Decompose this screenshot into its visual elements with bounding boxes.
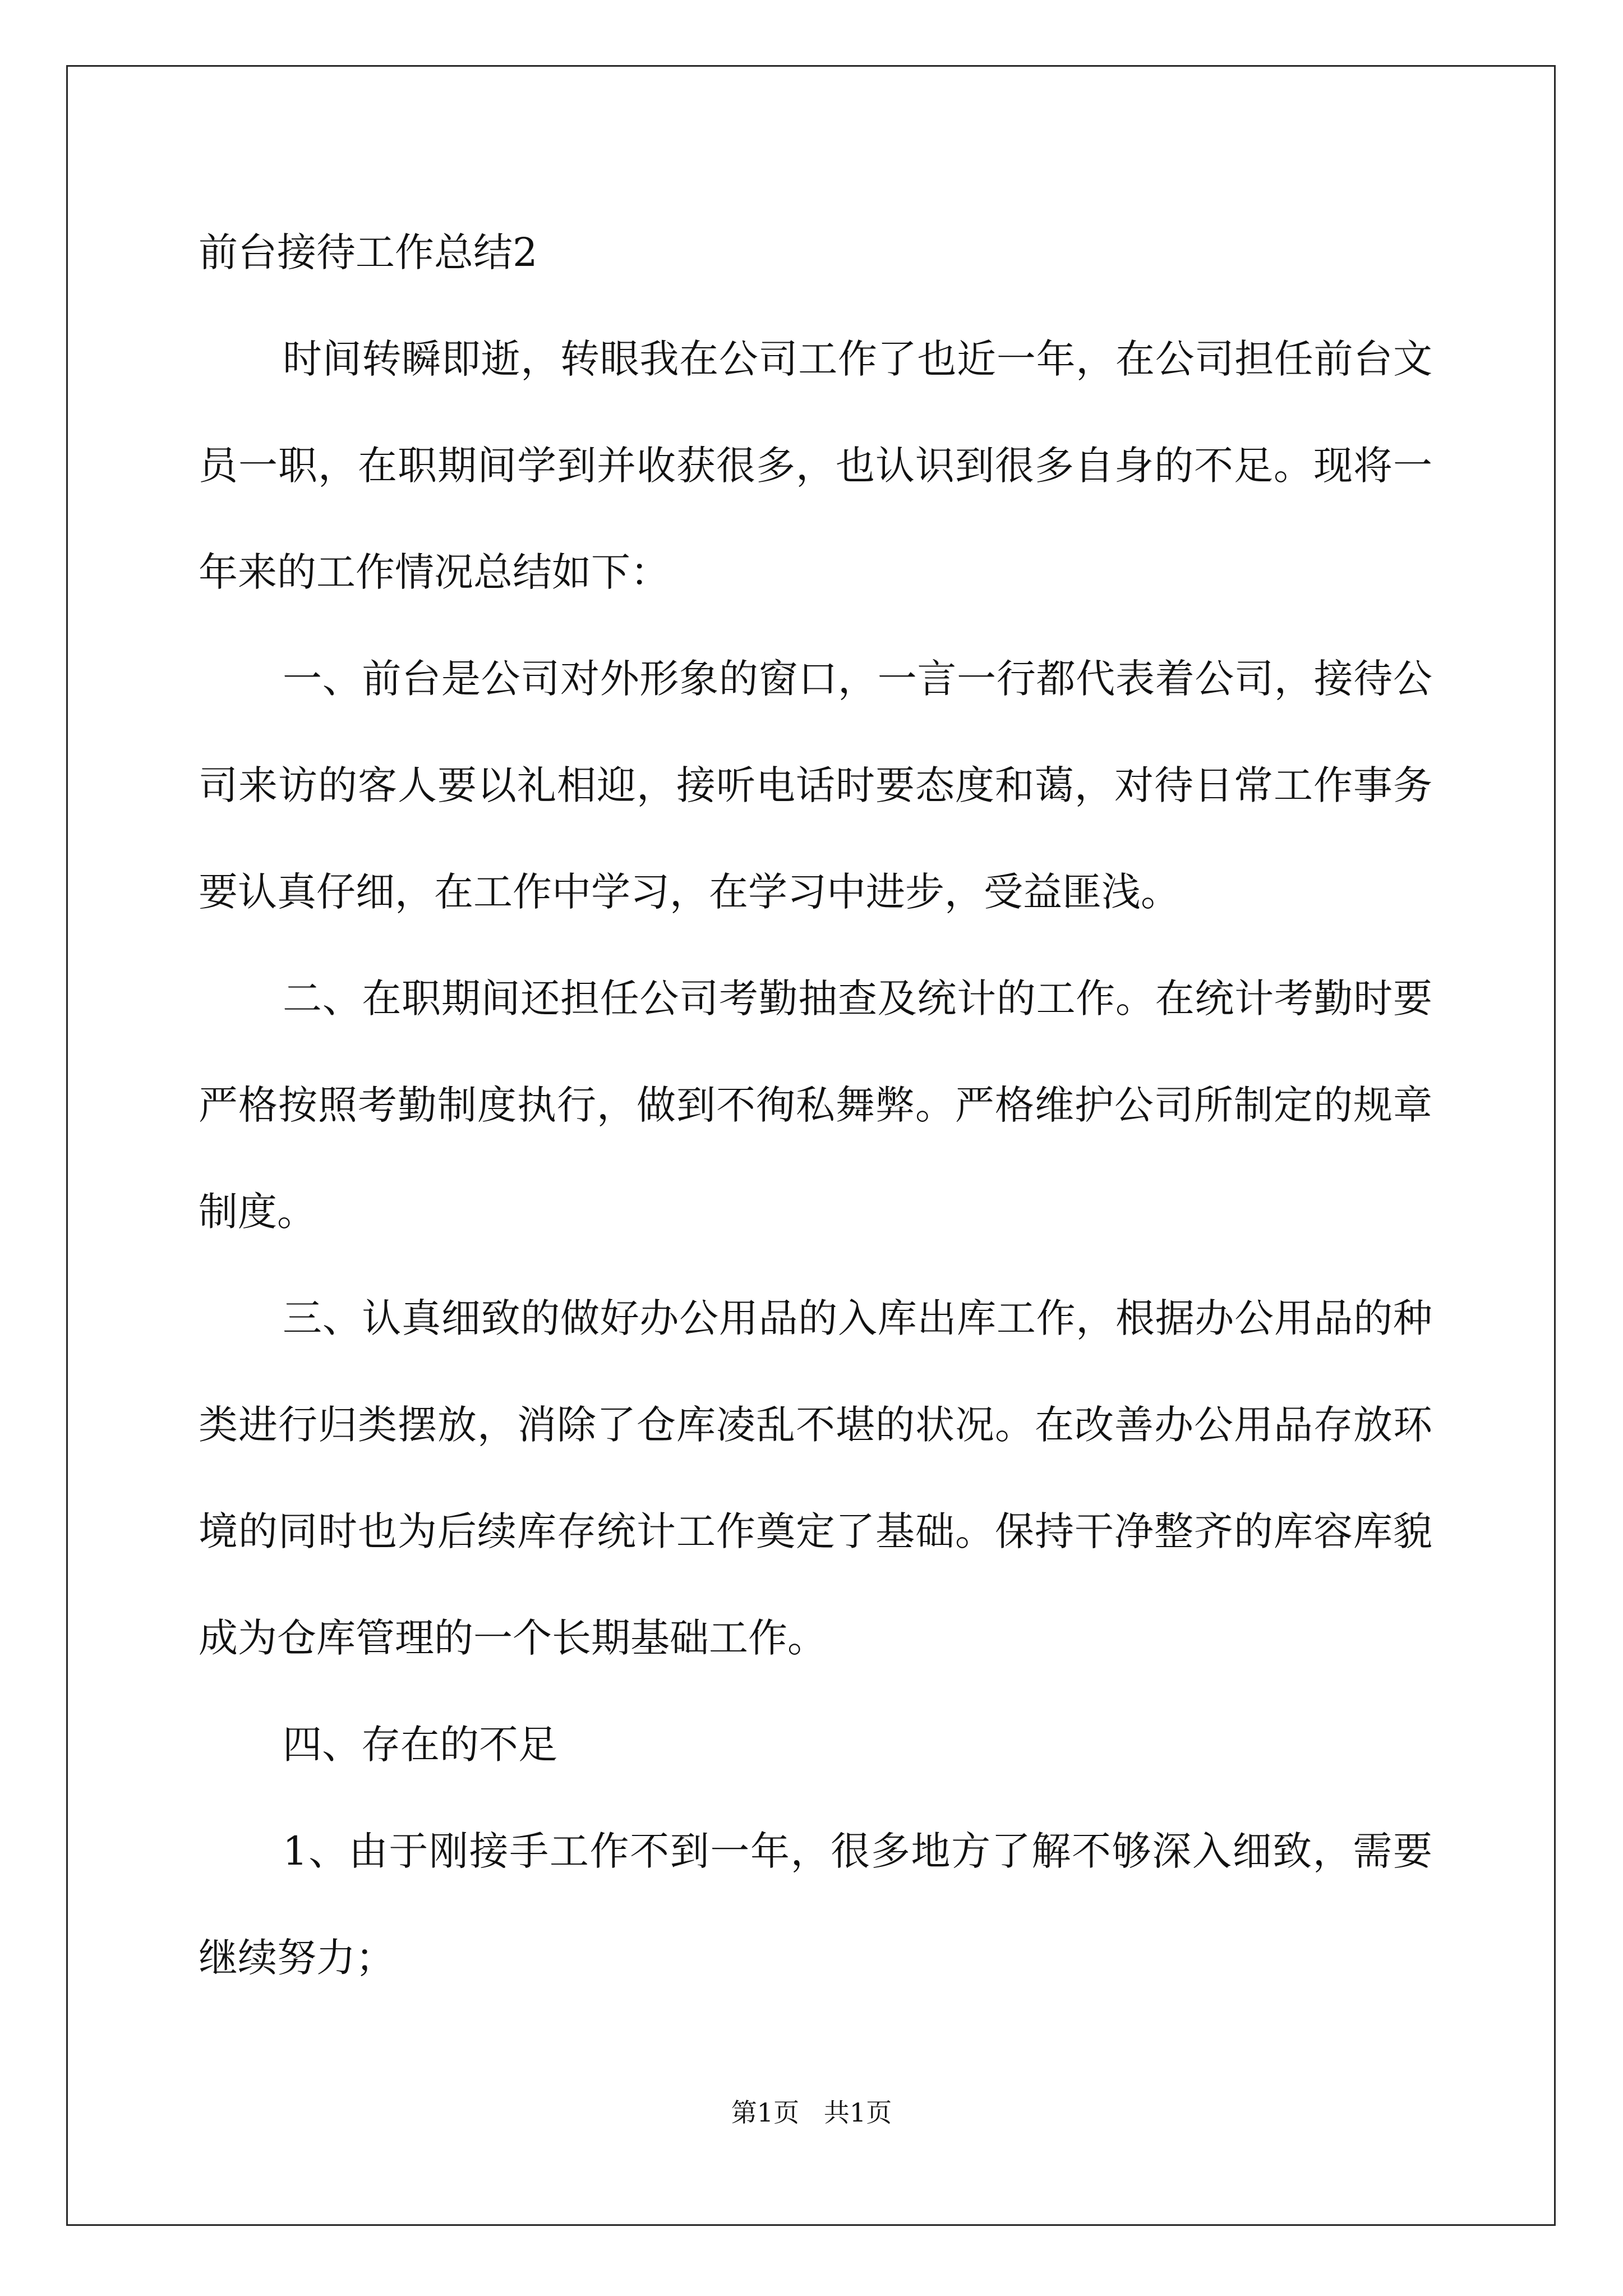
paragraph-section-three: 三、认真细致的做好办公用品的入库出库工作，根据办公用品的种类进行归类摆放，消除了仓库凌乱不堪的状况。在改善办公用品存放环境的同时也为后续库存统计工作奠定了基础。保持干净整齐的库容库貌成为仓库管理的一个长期基础工作。	[199, 1295, 1432, 1661]
paragraph-section-one: 一、前台是公司对外形象的窗口，一言一行都代表着公司，接待公司来访的客人要以礼相迎，接听电话时要态度和蔼，对待日常工作事务要认真仔细，在工作中学习，在学习中进步，受益匪浅。	[199, 656, 1432, 915]
page-footer: 第1页 共1页	[731, 2097, 892, 2128]
paragraph-item-one: 1、由于刚接手工作不到一年，很多地方了解不够深入细致，需要继续努力；	[199, 1828, 1432, 1981]
paragraph-section-four-heading: 四、存在的不足	[283, 1722, 557, 1768]
document-title: 前台接待工作总结2	[199, 229, 538, 275]
paragraph-intro: 时间转瞬即逝，转眼我在公司工作了也近一年，在公司担任前台文员一职，在职期间学到并收获很多，也认识到很多自身的不足。现将一年来的工作情况总结如下：	[199, 336, 1432, 595]
paragraph-section-two: 二、在职期间还担任公司考勤抽查及统计的工作。在统计考勤时要严格按照考勤制度执行，做到不徇私舞弊。严格维护公司所制定的规章制度。	[199, 976, 1432, 1235]
